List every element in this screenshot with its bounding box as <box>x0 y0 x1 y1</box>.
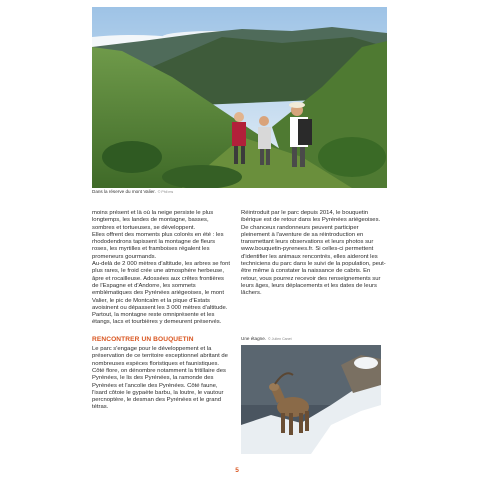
left-text-column <box>92 210 230 412</box>
paragraph: Au-delà de 2 000 mètres d'altitude, les arbres se font plus rares, le froid crée une atmosphère herbeuse, âpre et rocailleuse. Adossées aux crêtes frontières de l'Espagne et d'Andorre, les sommets emblématiques des Pyrénées ariégeoises, le mont Valier, le pic de Montcalm et la pique d'Estats avoisinent ou dépassent les 3 000 mètres d'altitude. Partout, la montagne reste omniprésente et les étangs, lacs et tourbières y demeurent préservés. <box>92 261 230 326</box>
paragraph: Réintroduit par le parc depuis 2014, le bouquetin ibérique est de retour dans les Pyrénées ariégeoises. De chanceux randonneurs peuvent participer pleinement à l'aventure de sa réintroduction en transmettant leurs observations et leurs photos sur www.bouquetin-pyrenees.fr. Si celles-ci permettent d'identifier les animaux rencontrés, elles aideront les techniciens du parc dans le suivi de la population, peut-être même à constater la naissance de cabris. En retour, vous pourrez recevoir des renseignements sur leurs âges, leurs déplacements et les dates de leurs lâchers. <box>241 210 386 297</box>
hikers-photo <box>92 7 387 188</box>
hikers-illustration <box>92 7 387 188</box>
section-heading: RENCONTRER UN BOUQUETIN <box>92 335 194 343</box>
ibex-photo-caption <box>241 336 292 341</box>
caption-text: Une étagne. <box>241 336 267 341</box>
paragraph: moins présent et là où la neige persiste le plus longtemps, les landes de montagne, basses, sombres et tortueuses, se développent. <box>92 210 214 231</box>
right-text-column <box>241 210 387 298</box>
photo-credit: © Julien Canet <box>268 337 292 341</box>
page-number: 5 <box>235 467 239 474</box>
caption-text: Dans la réserve du mont Valier. <box>92 189 156 194</box>
ibex-illustration <box>241 345 381 454</box>
photo-credit: © Phil ms <box>157 190 174 194</box>
ibex-photo <box>241 345 381 454</box>
paragraph: Elles offrent des moments plus colorés en été : les rhododendrons tapissent la montagne de fleurs roses, les myrtilles et framboises régalent les promeneurs gourmands. <box>92 231 224 260</box>
hikers-photo-caption <box>92 189 387 194</box>
paragraph: Le parc s'engage pour le développement et la préservation de ce territoire exceptionnel abritant de nombreuses espèces floristiques et faunistiques. Côté flore, on dénombre notamment la fritillaire des Pyrénées, le lis des Pyrénées, la ramonde des Pyrénées et l'ancolie des Pyrénées. Côté faune, l'isard côtoie le gypaète barbu, la loutre, le vautour percnoptère, le desman des Pyrénées et le grand tétras. <box>92 346 228 411</box>
